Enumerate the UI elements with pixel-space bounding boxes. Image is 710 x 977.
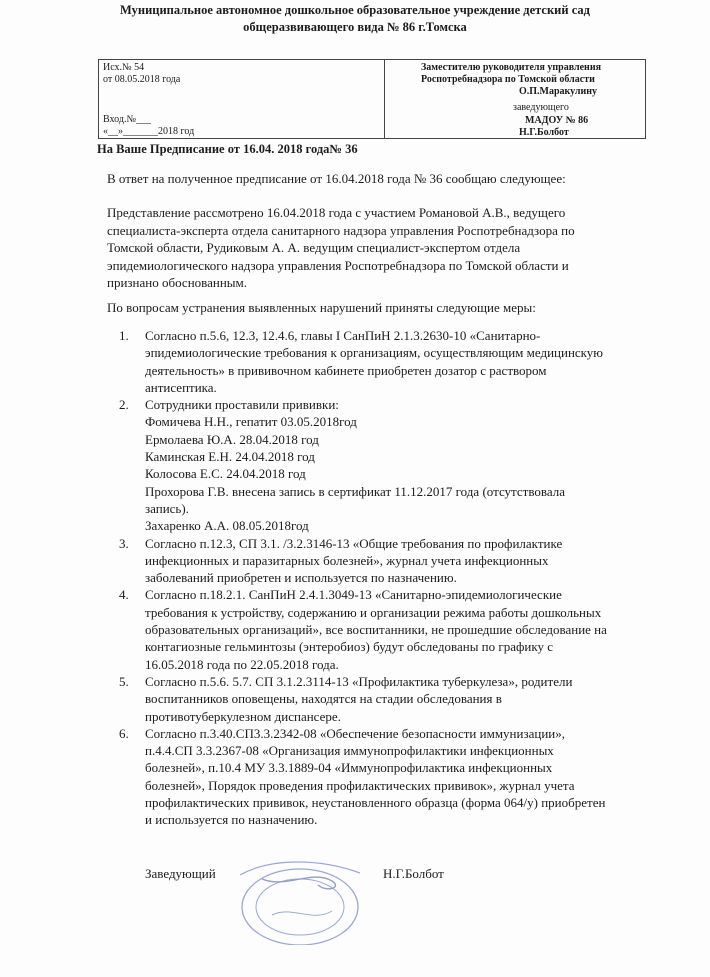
item-line: профилактических прививок, неустановленного образца (форма 064/у) приобретен bbox=[145, 795, 606, 811]
list-item bbox=[107, 396, 617, 534]
item-number: 2. bbox=[119, 397, 129, 413]
addressee-line-2: Роспотребнадзора по Томской области bbox=[421, 74, 595, 85]
item-line: противотуберкулезном диспансере. bbox=[145, 708, 341, 724]
representation-line: признано обоснованным. bbox=[107, 275, 248, 290]
sender-title: заведующего bbox=[513, 102, 569, 113]
sender-organization: МАДОУ № 86 bbox=[525, 115, 589, 126]
incoming-date: «__»_______2018 год bbox=[103, 126, 195, 137]
document-subject: На Ваше Предписание от 16.04. 2018 года№ 36 bbox=[97, 142, 358, 156]
item-line: болезней», Порядок проведения профилактических прививок», журнал учета bbox=[145, 777, 575, 793]
item-line: Согласно п.12.3, СП 3.1. /3.2.3146-13 «Общие требования по профилактике bbox=[145, 535, 563, 551]
item-number: 3. bbox=[119, 535, 129, 551]
item-line: деятельность» в прививочном кабинете приобретен дозатор с раствором bbox=[145, 362, 547, 378]
header-line-1: Муниципальное автономное дошкольное образовательное учреждение детский сад bbox=[119, 3, 590, 17]
item-line: эпидемиологические требования к организациям, осуществляющим медицинскую bbox=[145, 345, 604, 361]
item-line: Сотрудники проставили прививки: bbox=[145, 397, 339, 413]
addressee-line-3: О.П.Маракулину bbox=[519, 86, 598, 97]
incoming-number: Вход.№___ bbox=[103, 114, 151, 125]
item-number: 1. bbox=[119, 328, 129, 343]
list-item bbox=[107, 586, 617, 672]
list-item bbox=[107, 673, 617, 725]
sender-name: Н.Г.Болбот bbox=[519, 127, 569, 138]
item-line: запись). bbox=[145, 500, 189, 516]
item-line: антисептика. bbox=[145, 379, 217, 395]
item-line: Колосова Е.С. 24.04.2018 год bbox=[145, 466, 306, 482]
addressee-line-1: Заместителю руководителя управления bbox=[421, 62, 601, 73]
addressee-cell bbox=[385, 60, 645, 138]
item-line: Согласно п.18.2.1. СанПиН 2.4.1.3049-13 «Санитарно-эпидемиологические bbox=[145, 587, 562, 603]
signature-title: Заведующий bbox=[145, 866, 216, 881]
item-line: заболеваний приобретен и используется по назначению. bbox=[145, 570, 457, 586]
item-number: 5. bbox=[119, 673, 129, 689]
item-line: Согласно п.5.6. 5.7. СП 3.1.2.3114-13 «Профилактика туберкулеза», родители bbox=[145, 673, 573, 689]
item-line: Каминская Е.Н. 24.04.2018 год bbox=[145, 449, 315, 465]
item-line: контагиозные гельминтозы (энтеробиоз) будут обследованы по графику с bbox=[145, 639, 554, 655]
list-item bbox=[107, 327, 617, 396]
measures-intro: По вопросам устранения выявленных нарушений приняты следующие меры: bbox=[107, 300, 536, 315]
list-item bbox=[107, 535, 617, 587]
outgoing-date: от 08.05.2018 года bbox=[103, 74, 181, 85]
item-number: 6. bbox=[119, 725, 129, 741]
organization-header bbox=[0, 2, 710, 36]
item-line: Прохорова Г.В. внесена запись в сертификат 11.12.2017 года (отсутствовала bbox=[145, 483, 565, 499]
representation-line: эпидемиологического надзора управления Роспотребнадзора по Томской области и bbox=[107, 257, 569, 273]
measures-list bbox=[107, 327, 617, 829]
item-line: инфекционных и паразитарных болезней», журнал учета инфекционных bbox=[145, 552, 549, 568]
item-line: п.4.4.СП 3.3.2367-08 «Организация иммунопрофилактики инфекционных bbox=[145, 743, 554, 759]
outgoing-cell bbox=[99, 60, 385, 138]
item-line: и используется по назначению. bbox=[145, 812, 318, 828]
list-item bbox=[107, 725, 617, 829]
item-line: требования к устройству, содержанию и организации режима работы дошкольных bbox=[145, 604, 602, 620]
item-line: Согласно п.3.40.СП3.3.2342-08 «Обеспечение безопасности иммунизации», bbox=[145, 725, 565, 741]
item-number: 4. bbox=[119, 587, 129, 603]
item-line: Фомичева Н.Н., гепатит 03.05.2018год bbox=[145, 414, 357, 430]
representation-line: специалиста-эксперта отдела санитарного надзора управления Роспотребнадзора по bbox=[107, 222, 575, 238]
item-line: Захаренко А.А. 08.05.2018год bbox=[145, 518, 309, 534]
representation-line: Томской области, Рудиковым А. А. ведущим специалист-экспертом отдела bbox=[107, 240, 521, 255]
signature-name: Н.Г.Болбот bbox=[383, 866, 444, 881]
item-line: болезней», п.10.4 МУ 3.3.1889-04 «Иммунопрофилактика инфекционных bbox=[145, 760, 553, 776]
item-line: Ермолаева Ю.А. 28.04.2018 год bbox=[145, 431, 319, 447]
item-line: 16.05.2018 года по 22.05.2018 года. bbox=[145, 656, 339, 672]
item-line: образовательных организаций», все воспитанники, не прошедшие обследование на bbox=[145, 622, 607, 638]
requisites-table bbox=[98, 59, 646, 139]
representation-paragraph bbox=[107, 204, 607, 292]
intro-paragraph: В ответ на полученное предписание от 16.04.2018 года № 36 сообщаю следующее: bbox=[107, 171, 566, 186]
seal-stamp bbox=[232, 845, 364, 945]
header-line-2: общеразвивающего вида № 86 г.Томска bbox=[243, 20, 467, 34]
representation-line: Представление рассмотрено 16.04.2018 года с участием Романовой А.В., ведущего bbox=[107, 205, 566, 220]
item-line: Согласно п.5.6, 12.3, 12.4.6, главы I СанПиН 2.1.3.2630-10 «Санитарно- bbox=[145, 328, 541, 343]
outgoing-number: Исх.№ 54 bbox=[103, 62, 145, 73]
item-line: воспитанников оповещены, находятся на стадии обследования в bbox=[145, 691, 502, 707]
